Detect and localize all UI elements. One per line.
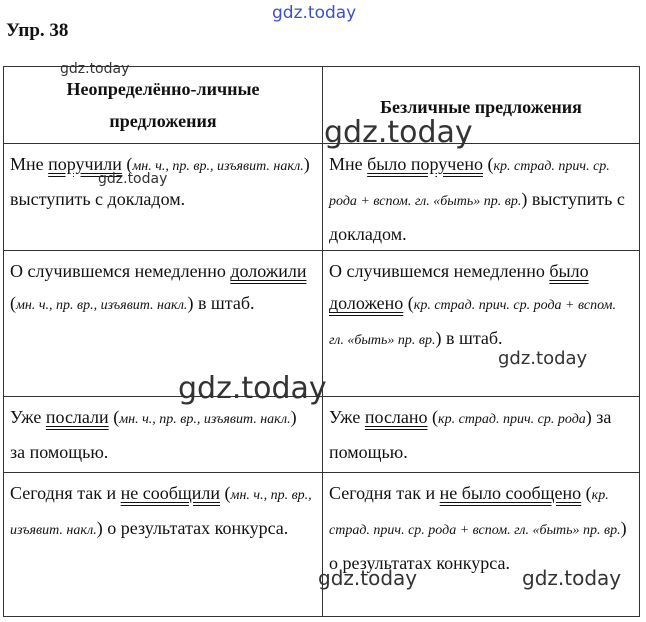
sentence-end: за помощью. bbox=[10, 442, 109, 462]
predicate: поручили bbox=[48, 154, 122, 174]
table-row bbox=[4, 397, 640, 473]
predicate: послали bbox=[45, 407, 109, 427]
comparison-table bbox=[3, 66, 640, 617]
grammar-note: кр. страд. прич. ср. рода + вспом. гл. «быть» пр. вр. bbox=[329, 159, 610, 209]
watermark: gdz.today bbox=[98, 171, 168, 187]
sentence-start: О случившемся немедленно bbox=[10, 261, 231, 281]
table-row bbox=[4, 144, 640, 251]
sentence-end: в штаб. bbox=[193, 293, 255, 313]
grammar-note: кр. страд. прич. ср. рода + вспом. гл. «быть» пр. вр. bbox=[329, 488, 621, 538]
grammar-note: мн. ч., пр. вр., изъявит. накл. bbox=[16, 298, 188, 313]
cell-impersonal: Сегодня так и не было сообщено (кр. страд. прич. ср. рода + вспом. гл. «быть» пр. вр.) о результатах конкурса. bbox=[323, 473, 640, 617]
cell-impersonal: Мне было поручено (кр. страд. прич. ср. рода + вспом. гл. «быть» пр. вр.) выступить с докладом. bbox=[323, 144, 640, 251]
predicate: было поручено bbox=[367, 154, 483, 174]
sentence-start: Уже bbox=[329, 407, 365, 427]
cell-impersonal: Уже послано (кр. страд. прич. ср. рода) за помощью. bbox=[323, 397, 640, 473]
predicate: не сообщили bbox=[120, 483, 221, 503]
predicate: послано bbox=[364, 407, 428, 427]
exercise-title: Упр. 38 bbox=[6, 20, 69, 41]
table-header-row bbox=[4, 67, 640, 144]
cell-indefinite-personal: Сегодня так и не сообщили (мн. ч., пр. вр., изъявит. накл.) о результатах конкурса. bbox=[4, 473, 323, 617]
cell-indefinite-personal: Уже послали (мн. ч., пр. вр., изъявит. накл.) за помощью. bbox=[4, 397, 323, 473]
sentence-start: Сегодня так и bbox=[329, 483, 440, 503]
watermark: gdz.today bbox=[318, 566, 418, 590]
watermark: gdz.today bbox=[522, 566, 622, 590]
predicate: доложили bbox=[230, 261, 307, 281]
watermark: gdz.today bbox=[324, 115, 473, 150]
watermark: gdz.today bbox=[178, 371, 327, 406]
cell-impersonal: О случившемся немедленно было доложено (кр. страд. прич. ср. рода + вспом. гл. «быть» пр. вр.) в штаб. bbox=[323, 251, 640, 397]
sentence-start: Уже bbox=[10, 407, 46, 427]
watermark: gdz.today bbox=[60, 61, 130, 77]
sentence-end: о результатах конкурса. bbox=[329, 553, 510, 573]
sentence-start: Мне bbox=[329, 154, 368, 174]
grammar-note: мн. ч., пр. вр., изъявит. накл. bbox=[132, 159, 304, 174]
sentence-end: выступить с докладом. bbox=[329, 189, 625, 244]
header-impersonal: Безличные предложения bbox=[323, 67, 640, 144]
watermark: gdz.today bbox=[272, 3, 357, 23]
grammar-note: мн. ч., пр. вр., изъявит. накл. bbox=[119, 412, 291, 427]
predicate: было доложено bbox=[329, 261, 589, 313]
sentence-end: выступить с докладом. bbox=[10, 189, 186, 209]
cell-indefinite-personal: Мне поручили (мн. ч., пр. вр., изъявит. накл.) выступить с докладом. bbox=[4, 144, 323, 251]
grammar-note: мн. ч., пр. вр., изъявит. накл. bbox=[10, 488, 312, 538]
grammar-note: кр. страд. прич. ср. рода bbox=[438, 412, 586, 427]
sentence-end: о результатах конкурса. bbox=[102, 518, 289, 538]
watermark: gdz.today bbox=[498, 348, 588, 369]
sentence-start: О случившемся немедленно bbox=[329, 261, 550, 281]
table-row bbox=[4, 473, 640, 617]
sentence-start: Сегодня так и bbox=[10, 483, 121, 503]
predicate: не было сообщено bbox=[439, 483, 582, 503]
sentence-end: за помощью. bbox=[329, 407, 612, 462]
grammar-note: кр. страд. прич. ср. рода + вспом. гл. «быть» пр. вр. bbox=[329, 298, 616, 348]
sentence-start: Мне bbox=[10, 154, 49, 174]
header-indefinite-personal: Неопределённо-личные предложения bbox=[4, 67, 323, 144]
sentence-end: в штаб. bbox=[441, 328, 503, 348]
cell-indefinite-personal: О случившемся немедленно доложили (мн. ч., пр. вр., изъявит. накл.) в штаб. bbox=[4, 251, 323, 397]
